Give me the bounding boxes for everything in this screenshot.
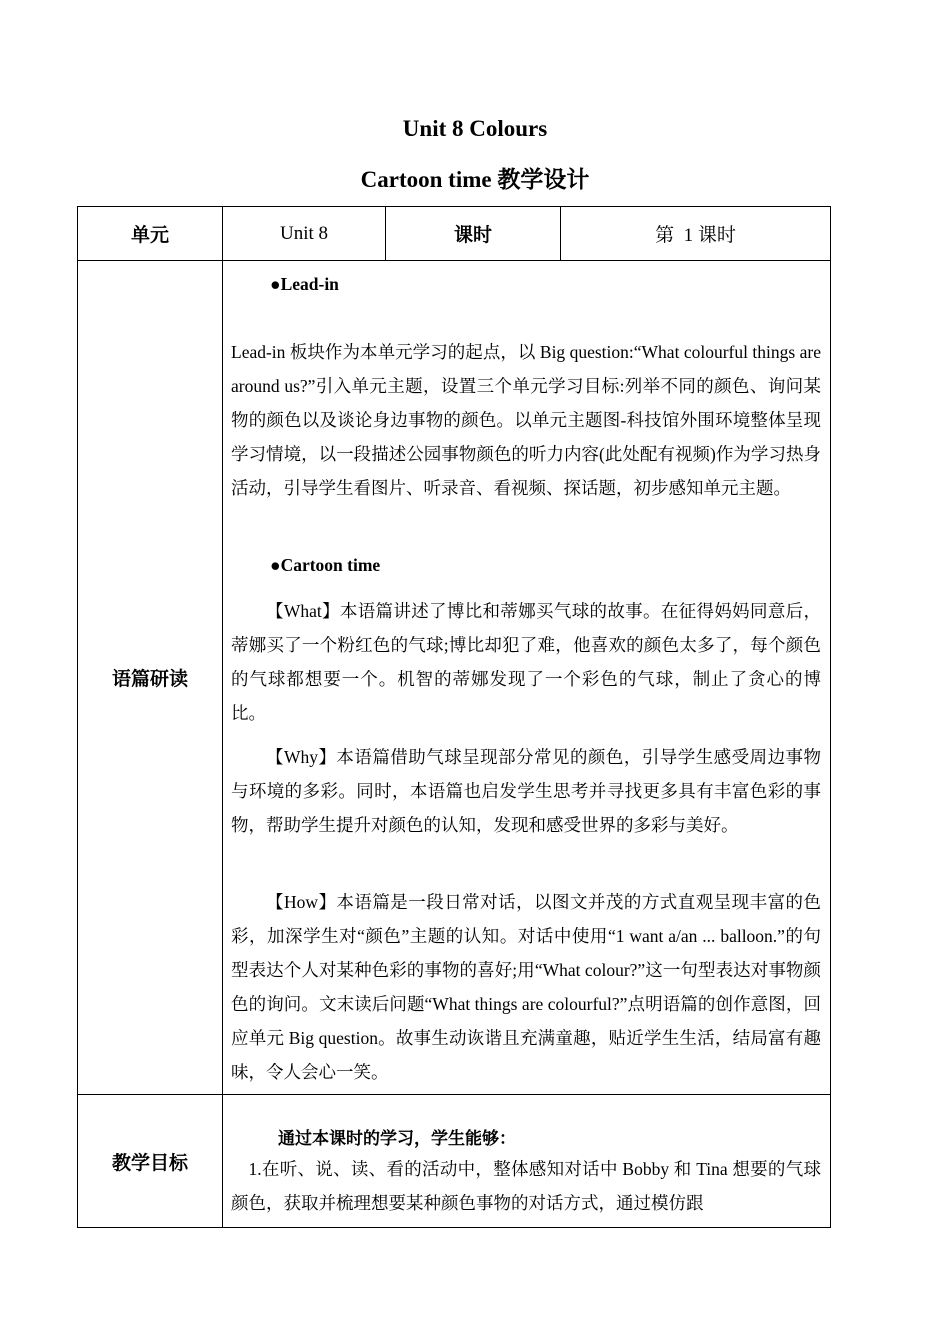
- cartoon-heading: ●Cartoon time: [270, 555, 381, 575]
- what-paragraph: 【What】本语篇讲述了博比和蒂娜买气球的故事。在征得妈妈同意后，蒂娜买了一个粉红色的气球;博比却犯了难，他喜欢的颜色太多了，每个颜色的气球都想要一个。机智的蒂娜发现了一个彩色的气球，制止了贪心的博比。: [231, 601, 821, 723]
- goals-intro: 通过本课时的学习，学生能够：: [278, 1129, 516, 1148]
- unit-value-cell: Unit 8: [279, 222, 329, 244]
- lesson-value-cell: 第 1 课时: [655, 225, 736, 246]
- document-title: Unit 8 Colours: [402, 116, 548, 141]
- leadin-paragraph: Lead-in 板块作为本单元学习的起点，以 Big question:“What colourful things are around us?”引入单元主题，设置三个单元学习目标:列举不同的颜色、询问某物的颜色以及谈论身边事物的颜色。以单元主题图-科技馆外围环境整体呈现学习情境，以一段描述公园事物颜色的听力内容(此处配有视频)作为学习热身活动，引导学生看图片、听录音、看视频、探话题，初步感知单元主题。: [231, 342, 821, 498]
- unit-label-cell: 单元: [130, 225, 169, 246]
- why-paragraph: 【Why】本语篇借助气球呈现部分常见的颜色，引导学生感受周边事物与环境的多彩。同时，本语篇也启发学生思考并寻找更多具有丰富色彩的事物，帮助学生提升对颜色的认知，发现和感受世界的多彩与美好。: [231, 747, 821, 835]
- document-subtitle: Cartoon time 教学设计: [360, 167, 590, 192]
- table-border-col1: [222, 206, 223, 1228]
- lesson-label-cell: 课时: [453, 225, 492, 246]
- how-paragraph: 【How】本语篇是一段日常对话，以图文并茂的方式直观呈现丰富的色彩，加深学生对“颜色”主题的认知。对话中使用“1 want a/an ... balloon.”的句型表达个人对某种色彩的事物的喜好;用“What colour?”这一句型表达对事物颜色的询问。文末读后问题“What things are colourful?”点明语篇的创作意图，回应单元 Big question。故事生动诙谐且充满童趣，贴近学生生活，结局富有趣味，令人会心一笑。: [231, 892, 821, 1082]
- table-border-bottom: [77, 1227, 831, 1228]
- table-border-right: [830, 206, 831, 1228]
- goals-label-cell: 教学目标: [111, 1152, 188, 1174]
- analysis-label-cell: 语篇研读: [111, 669, 188, 690]
- goal-item-1: 1.在听、说、读、看的活动中，整体感知对话中 Bobby 和 Tina 想要的气球颜色，获取并梳理想要某种颜色事物的对话方式，通过模仿跟: [231, 1159, 821, 1213]
- leadin-heading: ●Lead-in: [270, 274, 339, 294]
